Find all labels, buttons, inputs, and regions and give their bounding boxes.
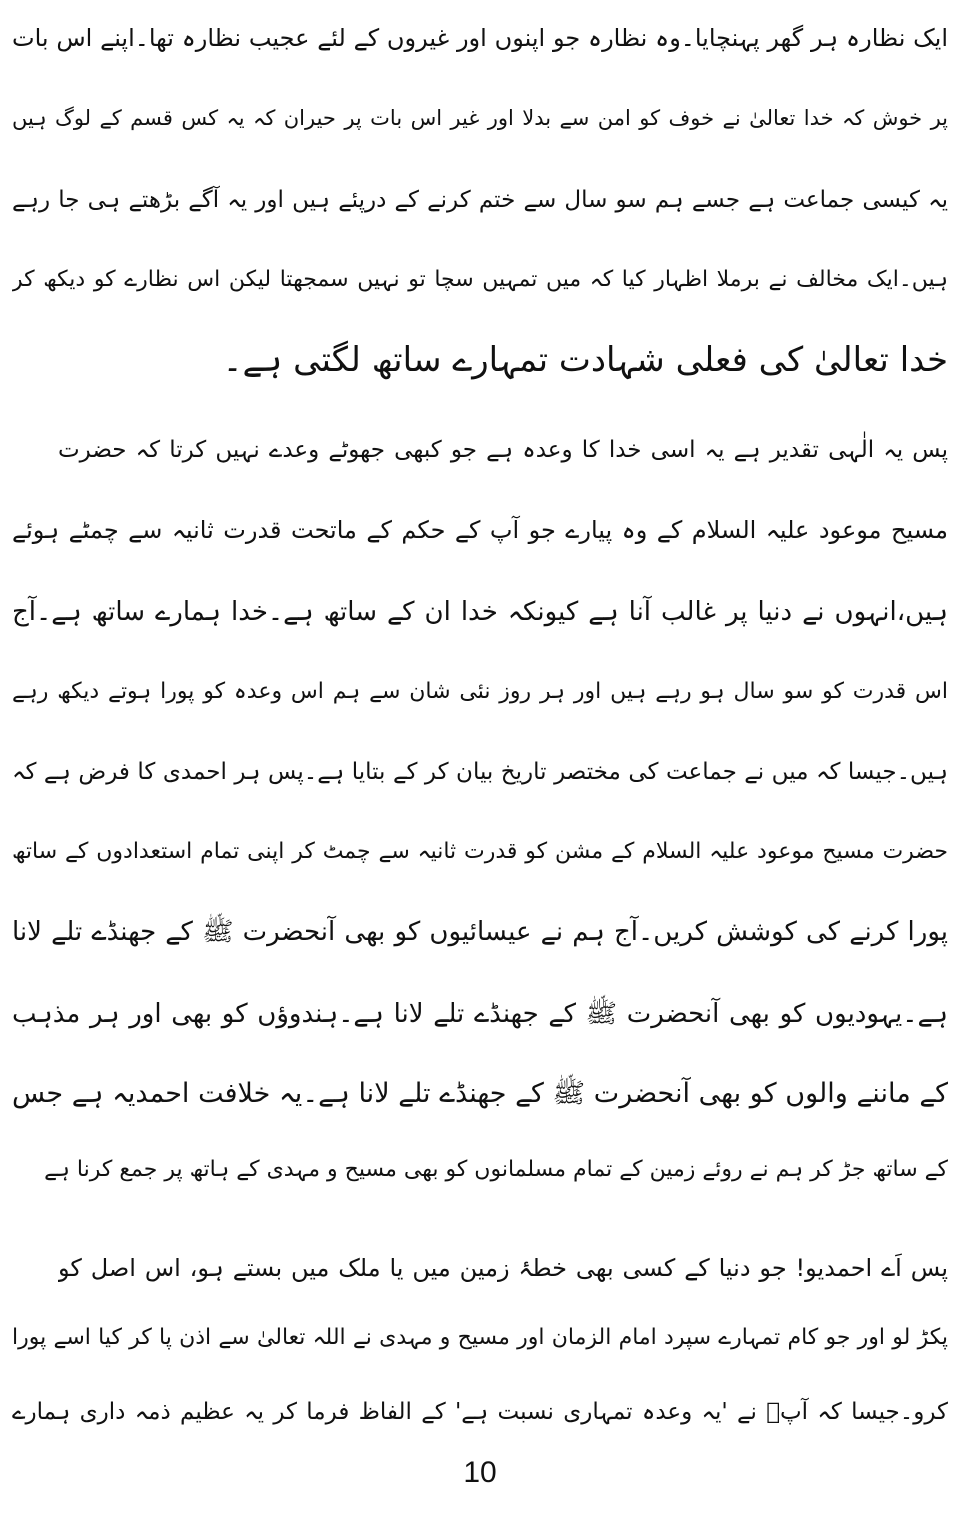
text-line: ہیں۔جیسا کہ میں نے جماعت کی مختصر تاریخ بیان کر کے بتایا ہے۔پس ہر احمدی کا فرض ہے کہ [12,759,948,785]
text-line: ہے۔یہودیوں کو بھی آنحضرت ﷺ کے جھنڈے تلے لانا ہے۔ہندوؤں کو بھی اور ہر مذہب [12,999,948,1029]
text-line: ایک نظارہ ہر گھر پہنچایا۔وہ نظارہ جو اپنوں اور غیروں کے لئے عجیب نظارہ تھا۔اپنے اس بات [12,24,948,52]
text-line: پکڑ لو اور جو کام تمہارے سپرد امام الزمان اور مسیح و مہدی نے اللہ تعالیٰ سے اذن پا کر کیا اسے پورا [12,1325,948,1350]
text-line: پر خوش کہ خدا تعالیٰ نے خوف کو امن سے بدلا اور غیر اس بات پر حیران کہ یہ کس قسم کے لوگ ہیں [12,106,948,130]
text-line: خدا تعالیٰ کی فعلی شہادت تمہارے ساتھ لگتی ہے۔ [222,340,948,380]
text-line: حضرت مسیح موعود علیہ السلام کے مشن کو قدرت ثانیہ سے چمٹ کر اپنی تمام استعدادوں کے ساتھ [12,839,948,864]
text-line: مسیح موعود علیہ السلام کے وہ پیارے جو آپ کے حکم کے ماتحت قدرت ثانیہ سے چمٹے ہوئے [12,516,948,544]
text-line: کرو۔جیسا کہ آپؑ نے 'یہ وعدہ تمہاری نسبت ہے' کے الفاظ فرما کر یہ عظیم ذمہ داری ہمارے [12,1399,948,1425]
text-line: اس قدرت کو سو سال ہو رہے ہیں اور ہر روز نئی شان سے ہم اس وعدہ کو پورا ہوتے دیکھ رہے [12,679,948,704]
page-number: 10 [463,1456,497,1489]
text-line: پورا کرنے کی کوشش کریں۔آج ہم نے عیسائیوں کو بھی آنحضرت ﷺ کے جھنڈے تلے لانا [12,917,948,947]
text-line: ہیں،انہوں نے دنیا پر غالب آنا ہے کیونکہ خدا ان کے ساتھ ہے۔خدا ہمارے ساتھ ہے۔آج [12,597,948,627]
text-line: کے ساتھ جڑ کر ہم نے روئے زمین کے تمام مسلمانوں کو بھی مسیح و مہدی کے ہاتھ پر جمع کرنا ہے [44,1157,948,1182]
text-line: کے ماننے والوں کو بھی آنحضرت ﷺ کے جھنڈے تلے لانا ہے۔یہ خلافت احمدیہ ہے جس [12,1078,948,1109]
text-line: یہ کیسی جماعت ہے جسے ہم سو سال سے ختم کرنے کے درپئے ہیں اور یہ آگے بڑھتے ہی جا رہے [12,187,948,213]
text-line: پس یہ الٰہی تقدیر ہے یہ اسی خدا کا وعدہ ہے جو کبھی جھوٹے وعدے نہیں کرتا کہ حضرت [58,437,948,463]
text-line: ہیں۔ایک مخالف نے برملا اظہار کیا کہ میں تمہیں سچا تو نہیں سمجھتا لیکن اس نظارے کو دیکھ کر [12,267,948,292]
text-line: پس اَے احمدیو! جو دنیا کے کسی بھی خطۂ زمین میں یا ملک میں بستے ہو، اس اصل کو [58,1254,948,1282]
